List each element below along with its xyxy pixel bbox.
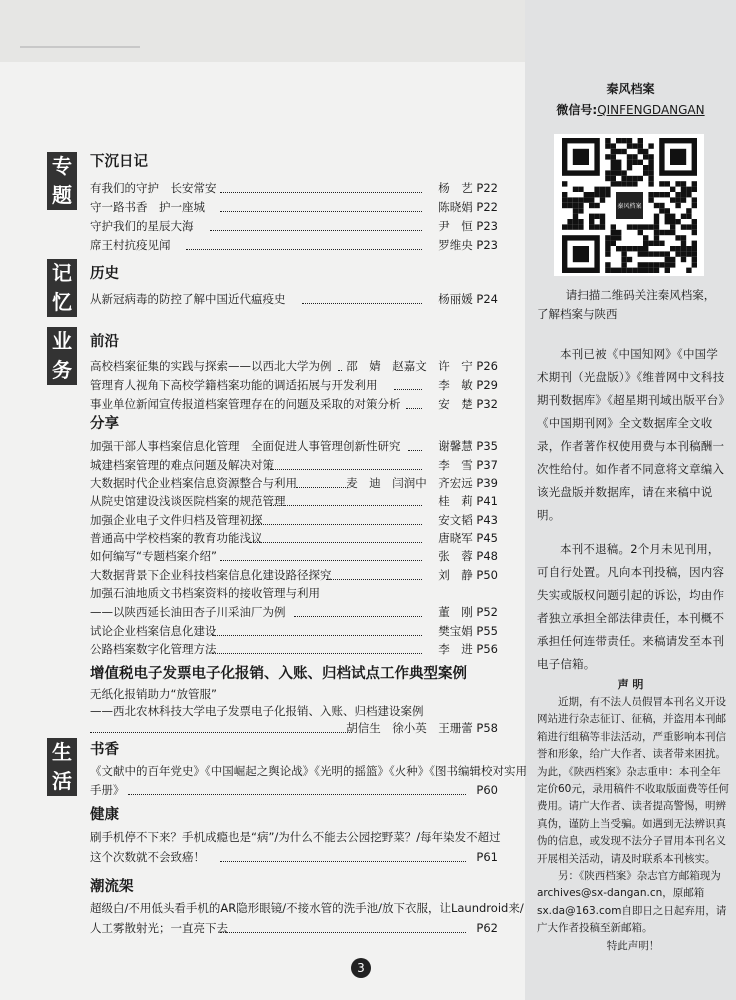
entry-byline <box>438 603 498 621</box>
leader-dots <box>220 930 466 933</box>
section-char: 专 <box>52 154 72 178</box>
leader-dots <box>186 247 422 250</box>
svg-text:秦风档案: 秦风档案 <box>617 203 642 211</box>
entry-author: 杨 艺 <box>438 181 473 195</box>
heading-zengzhi: 增值税电子发票电子化报销、入账、归档试点工作典型案例 <box>90 666 467 682</box>
scan-line-1: 请扫描二维码关注秦风档案， <box>565 288 716 302</box>
toc-entry-line[interactable]: 加强石油地质文书档案资料的接收管理与利用 <box>90 586 320 600</box>
declaration-tail <box>537 868 729 955</box>
entry-title: 事业单位新闻宣传报道档案管理存在的问题及采取的对策分析 <box>90 397 401 411</box>
entry-byline <box>346 357 498 375</box>
entry-page: P23 <box>476 238 498 252</box>
toc-entry[interactable] <box>90 376 498 394</box>
entry-author: 董 刚 <box>438 605 473 619</box>
toc-entry[interactable] <box>90 474 498 492</box>
entry-page: P32 <box>476 397 498 411</box>
section-jiyi <box>47 259 77 317</box>
section-yewu <box>47 327 77 385</box>
page-number: 3 <box>351 958 371 978</box>
brand-name: 秦风档案 <box>606 82 655 96</box>
entry-byline <box>438 492 498 510</box>
leader-dots <box>338 368 342 371</box>
entry-page: P56 <box>476 642 498 656</box>
entry-title: 高校档案征集的实践与探索——以西北大学为例 <box>90 359 332 373</box>
toc-entry[interactable] <box>90 357 498 375</box>
declaration-email: 另：《陕西档案》杂志官方邮箱现为archives@sx-dangan.cn，原邮箱sx.da@163.com自即日之日起弃用，请广大作者投稿至新邮箱。 <box>537 870 727 935</box>
heading-lishi: 历史 <box>90 266 119 282</box>
entry-page: P22 <box>476 181 498 195</box>
entry-page: P52 <box>476 605 498 619</box>
toc-entry[interactable] <box>90 566 498 584</box>
entry-author: 樊宝娟 <box>438 624 473 638</box>
toc-entry[interactable] <box>90 719 498 737</box>
entry-page: P43 <box>476 513 498 527</box>
entry-byline <box>346 474 498 492</box>
entry-title: 城建档案管理的难点问题及解决对策 <box>90 458 274 472</box>
heading-qianyan: 前沿 <box>90 334 119 350</box>
leader-dots <box>90 730 352 733</box>
entry-author: 唐晓军 <box>438 531 473 545</box>
entry-page: P60 <box>476 783 498 797</box>
toc-entry[interactable] <box>90 622 498 640</box>
entry-title: 手册》 <box>90 783 125 797</box>
entry-author: 桂 莉 <box>438 494 473 508</box>
entry-author: 杨丽媛 <box>438 292 473 306</box>
leader-dots <box>406 406 422 409</box>
heading-fenxiang: 分享 <box>90 416 119 432</box>
entry-title: 这个次数就不会致癌！ <box>90 850 205 864</box>
entry-page: P58 <box>476 721 498 735</box>
toc-entry[interactable] <box>90 529 498 547</box>
entry-byline <box>438 395 498 413</box>
toc-entry[interactable] <box>90 603 498 621</box>
toc-entry-line[interactable]: 《文献中的百年党史》《中国崛起之舆论战》《光明的摇篮》《火种》《图书编辑校对实用 <box>90 764 527 778</box>
heading-jiankang: 健康 <box>90 807 119 823</box>
toc-entry[interactable] <box>90 511 498 529</box>
entry-author: 刘 静 <box>438 568 473 582</box>
leader-dots <box>220 209 422 212</box>
entry-byline <box>438 179 498 197</box>
leader-dots <box>128 792 466 795</box>
entry-author: 李 雪 <box>438 458 473 472</box>
leader-dots <box>408 448 422 451</box>
entry-title: 守一路书香 护一座城 <box>90 200 205 214</box>
entry-page: P48 <box>476 549 498 563</box>
entry-author: 罗维央 <box>438 238 473 252</box>
toc-entry[interactable] <box>90 640 498 658</box>
section-char: 题 <box>52 183 72 207</box>
leader-dots <box>212 651 422 654</box>
entry-title: 公路档案数字化管理方法 <box>90 642 217 656</box>
entry-title: 从新冠病毒的防控了解中国近代瘟疫史 <box>90 292 286 306</box>
entry-byline <box>346 719 498 737</box>
entry-author: 尹 恒 <box>438 219 473 233</box>
toc-entry[interactable] <box>90 217 498 235</box>
section-char: 业 <box>52 329 72 353</box>
banner-logo <box>20 16 140 48</box>
toc-entry[interactable] <box>90 179 498 197</box>
entry-page: P39 <box>476 476 498 490</box>
top-banner <box>0 0 525 62</box>
toc-entry[interactable] <box>90 290 498 308</box>
scan-instruction <box>537 286 727 324</box>
entry-title: 大数据时代企业档案信息资源整合与利用 <box>90 476 297 490</box>
entry-title: 从院史馆建设浅谈医院档案的规范管理 <box>90 494 286 508</box>
entry-author: 陈晓娟 <box>438 200 473 214</box>
indexing-notice: 本刊已被《中国知网》《中国学术期刊（光盘版）》《维普网中文科技期刊数据库》《超星期刊域出版平台》《中国期刊网》全文数据库全文收录，作者著作权使用费与本刊稿酬一次性给付。如作者不同意将文章编入该光盘版并数据库，请在来稿中说明。 <box>537 347 725 522</box>
entry-byline <box>438 456 498 474</box>
leader-dots <box>294 614 422 617</box>
entry-byline <box>438 547 498 565</box>
toc-entry[interactable] <box>90 547 498 565</box>
toc-entry-line[interactable]: 无纸化报销助力“放管服” <box>90 687 217 701</box>
entry-title: 大数据背景下企业科技档案信息化建设路径探究 <box>90 568 332 582</box>
leader-dots <box>326 577 422 580</box>
leader-dots <box>270 467 422 470</box>
section-char: 生 <box>52 740 72 764</box>
entry-byline <box>438 217 498 235</box>
section-char: 记 <box>52 261 72 285</box>
entry-byline <box>438 622 498 640</box>
heading-shuxiang: 书香 <box>90 742 119 758</box>
entry-byline <box>438 437 498 455</box>
entry-page: P37 <box>476 458 498 472</box>
entry-byline <box>438 640 498 658</box>
section-zhuanti <box>47 152 77 210</box>
entry-byline <box>438 376 498 394</box>
toc-entry-line[interactable]: 刷手机停不下来？手机成瘾也是“病”/为什么不能去公园挖野菜？/每年染发不超过 <box>90 830 501 844</box>
submission-notice: 本刊不退稿。2个月未见刊用，可自行处置。凡向本刊投稿，因内容失实或版权问题引起的诉讼，均由作者独立承担全部法律责任，本刊概不承担任何连带责任。来稿请发至本刊电子信箱。 <box>537 542 725 671</box>
entry-title: 试论企业档案信息化建设 <box>90 624 217 638</box>
entry-title: 席王村抗疫见闻 <box>90 238 171 252</box>
sidebar <box>525 0 736 1000</box>
declaration-title: 声 明 <box>617 678 644 691</box>
toc-entry[interactable] <box>90 919 498 937</box>
section-char: 活 <box>52 769 72 793</box>
entry-title: ——以陕西延长油田杏子川采油厂为例 <box>90 605 286 619</box>
entry-author: 张 蓉 <box>438 549 473 563</box>
entry-title: 有我们的守护 长安常安 <box>90 181 217 195</box>
wechat-id[interactable]: QINFENGDANGAN <box>597 103 705 117</box>
declaration-closing: 特此声明！ <box>606 939 660 952</box>
leader-dots <box>270 503 422 506</box>
entry-title: 普通高中学校档案的教育功能浅议 <box>90 531 263 545</box>
entry-title: 管理育人视角下高校学籍档案功能的调适拓展与开发利用 <box>90 378 378 392</box>
wechat-prefix: 微信号: <box>556 103 598 117</box>
qr-code[interactable] <box>554 134 704 276</box>
toc-entry-line[interactable]: 超级白/不用低头看手机的AR隐形眼镜/不接水管的洗手池/放下衣服，让Laundroid来/ <box>90 901 524 915</box>
entry-byline <box>438 236 498 254</box>
entry-page: P62 <box>476 921 498 935</box>
leader-dots <box>220 558 422 561</box>
entry-title: 加强干部人事档案信息化管理 全面促进人事管理创新性研究 <box>90 439 401 453</box>
toc-entry[interactable] <box>90 781 498 799</box>
declaration-body: 近期，有不法人员假冒本刊名义开设网站进行杂志征订、征稿，并盗用本刊邮箱进行组稿等非法活动，严重影响本刊信誉和形象，给广大作者、读者带来困扰。为此，《陕西档案》杂志重申：本刊全年定价60元，录用稿件不收取版面费等任何费用。请广大作者、读者提高警惕，明辨真伪，谨防上当受骗。如遇到无法辨识真伪的信息，或发现不法分子冒用本刊名义开展相关活动，请及时联系本刊核实。 <box>537 696 729 865</box>
qr-code-graphic <box>554 134 704 276</box>
toc-entry[interactable] <box>90 848 498 866</box>
entry-author: 李 进 <box>438 642 473 656</box>
leader-dots <box>250 522 422 525</box>
section-char: 务 <box>52 358 72 382</box>
toc-entry[interactable] <box>90 456 498 474</box>
entry-author: 胡信生 徐小英 王珊蕾 <box>346 721 473 735</box>
leader-dots <box>250 540 422 543</box>
entry-page: P23 <box>476 219 498 233</box>
entry-page: P45 <box>476 531 498 545</box>
toc-entry[interactable] <box>90 492 498 510</box>
wechat-line <box>525 101 736 118</box>
toc-entry[interactable] <box>90 236 498 254</box>
entry-author: 安文韬 <box>438 513 473 527</box>
entry-byline <box>438 566 498 584</box>
entry-page: P26 <box>476 359 498 373</box>
entry-author: 邵 婧 赵嘉文 许 宁 <box>346 359 473 373</box>
entry-author: 谢馨慧 <box>438 439 473 453</box>
toc-entry[interactable] <box>90 395 498 413</box>
entry-author: 安 楚 <box>438 397 473 411</box>
leader-dots <box>210 228 422 231</box>
entry-page: P29 <box>476 378 498 392</box>
entry-author: 李 敏 <box>438 378 473 392</box>
toc-entry[interactable] <box>90 437 498 455</box>
entry-byline <box>438 511 498 529</box>
entry-title: 守护我们的星辰大海 <box>90 219 194 233</box>
heading-xiachen: 下沉日记 <box>90 154 148 170</box>
entry-page: P24 <box>476 292 498 306</box>
entry-page: P50 <box>476 568 498 582</box>
entry-byline <box>438 529 498 547</box>
entry-page: P41 <box>476 494 498 508</box>
entry-title: 加强企业电子文件归档及管理初探 <box>90 513 263 527</box>
heading-chaoliu: 潮流架 <box>90 879 134 895</box>
entry-byline <box>438 198 498 216</box>
leader-dots <box>220 859 466 862</box>
section-char: 忆 <box>52 290 72 314</box>
entry-author: 麦 迪 闫润中 齐宏远 <box>346 476 473 490</box>
leader-dots <box>296 485 348 488</box>
section-shenghuo <box>47 738 77 796</box>
leader-dots <box>220 190 422 193</box>
entry-title: 人工雾散射光；一直亮下去 <box>90 921 228 935</box>
entry-page: P35 <box>476 439 498 453</box>
entry-title: 如何编写“专题档案介绍” <box>90 549 217 563</box>
leader-dots <box>302 301 422 304</box>
toc-entry-line[interactable]: ——西北农林科技大学电子发票电子化报销、入账、归档建设案例 <box>90 704 424 718</box>
entry-page: P55 <box>476 624 498 638</box>
entry-byline <box>438 290 498 308</box>
toc-entry[interactable] <box>90 198 498 216</box>
scan-line-2: 了解档案与陕西 <box>537 307 618 321</box>
entry-page: P22 <box>476 200 498 214</box>
entry-page: P61 <box>476 850 498 864</box>
leader-dots <box>212 633 422 636</box>
leader-dots <box>394 387 422 390</box>
